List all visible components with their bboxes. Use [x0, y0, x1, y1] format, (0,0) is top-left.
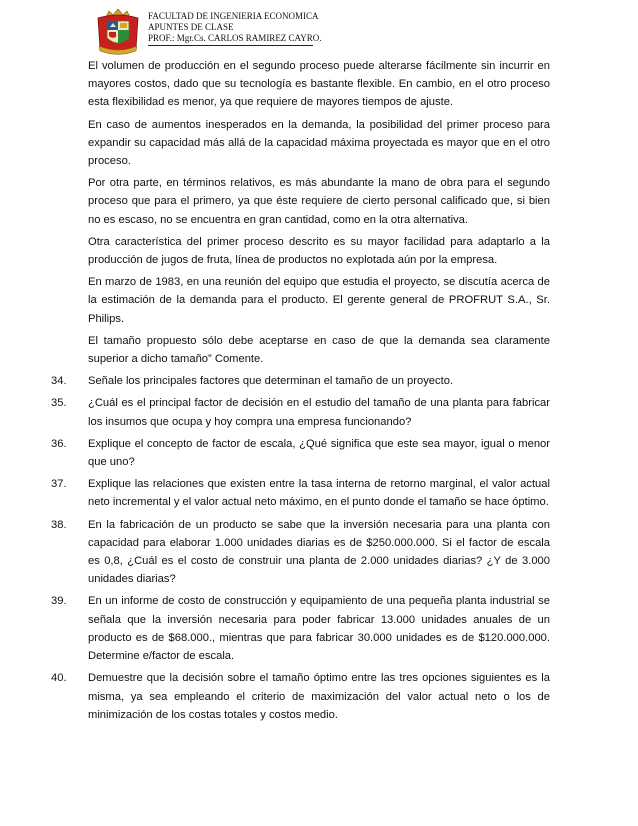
professor-name: PROF.: Mgr.Cs. CARLOS RAMIREZ CAYRO. — [148, 33, 313, 46]
question-number: 34. — [51, 375, 67, 388]
document-body — [51, 57, 550, 728]
header-text-block — [148, 11, 322, 46]
question-item — [51, 475, 550, 511]
body-paragraph: El volumen de producción en el segundo proceso puede alterarse fácilmente sin incurrir en mayores costos, dado que su tecnología es bastante flexible. En cambio, en el otro proceso esta flexibilidad es menor, ya que requiere de mayores tiempos de ajuste. — [88, 60, 550, 109]
question-text: Explique las relaciones que existen entre la tasa interna de retorno marginal, el valor actual neto incremental y el valor actual neto máximo, en el punto donde el tamaño se hace óptimo. — [88, 478, 550, 509]
question-item — [51, 669, 550, 724]
university-crest-icon — [96, 8, 140, 56]
faculty-name: FACULTAD DE INGENIERIA ECONOMICA — [148, 11, 319, 21]
question-item — [51, 592, 550, 665]
question-text: En la fabricación de un producto se sabe que la inversión necesaria para una planta con capacidad para elaborar 1.000 unidades diarias es de $250.000.000. Si el factor de escala es 0,8, ¿Cuál es el costo de construir una planta de 2.000 unidades diarias? ¿Y de 3.000 unidades diarias? — [88, 518, 550, 586]
question-text: ¿Cuál es el principal factor de decisión en el estudio del tamaño de una planta para fabricar los insumos que ocupa y hoy compra una empresa funcionando? — [88, 397, 550, 428]
question-item — [51, 394, 550, 430]
question-number: 35. — [51, 397, 67, 410]
body-paragraph: Por otra parte, en términos relativos, es más abundante la mano de obra para el segundo proceso que para el primero, ya que éste requiere de cierto personal calificado que, si bien no es escaso, no se encuentra en gran cantidad, como en la otra alternativa. — [88, 177, 550, 226]
question-text: Explique el concepto de factor de escala, ¿Qué significa que este sea mayor, igual o menor que uno? — [88, 437, 550, 469]
question-item — [51, 435, 550, 471]
body-paragraph: Otra característica del primer proceso descrito es su mayor facilidad para adaptarlo a la producción de jugos de fruta, línea de productos no explotada aún por la empresa. — [88, 235, 550, 267]
question-text: Señale los principales factores que determinan el tamaño de un proyecto. — [88, 375, 454, 388]
question-item — [51, 516, 550, 589]
question-number: 37. — [51, 478, 67, 491]
question-text: En un informe de costo de construcción y equipamiento de una pequeña planta industrial se señala que la inversión necesaria para poder fabricar 13.000 unidades anuales de un producto es de $68.000., mientras que para fabricar 30.000 unidades es de $120.000.000. Determine e/factor de escala. — [88, 595, 550, 663]
question-text: Demuestre que la decisión sobre el tamaño óptimo entre las tres opciones siguientes es la misma, ya sea empleando el criterio de maximización del valor actual neto o los de minimización de los costas totales y costos medio. — [88, 672, 550, 721]
question-item — [51, 372, 550, 390]
question-number: 40. — [51, 672, 67, 685]
document-type: APUNTES DE CLASE — [148, 22, 234, 32]
body-paragraph: En marzo de 1983, en una reunión del equipo que estudia el proyecto, se discutía acerca de la estimación de la demanda para el producto. El gerente general de PROFRUT S.A., Sr. Philips. — [88, 276, 550, 325]
question-number: 39. — [51, 595, 67, 608]
question-number: 36. — [51, 437, 67, 450]
page-header — [96, 8, 356, 56]
body-paragraph: En caso de aumentos inesperados en la demanda, la posibilidad del primer proceso para expandir su capacidad más allá de la capacidad máxima proyectada es mayor que en el otro proceso. — [88, 118, 550, 168]
question-list — [51, 372, 550, 724]
question-number: 38. — [51, 518, 67, 531]
body-paragraph: El tamaño propuesto sólo debe aceptarse en caso de que la demanda sea claramente superior a dicho tamaño” Comente. — [88, 334, 550, 366]
